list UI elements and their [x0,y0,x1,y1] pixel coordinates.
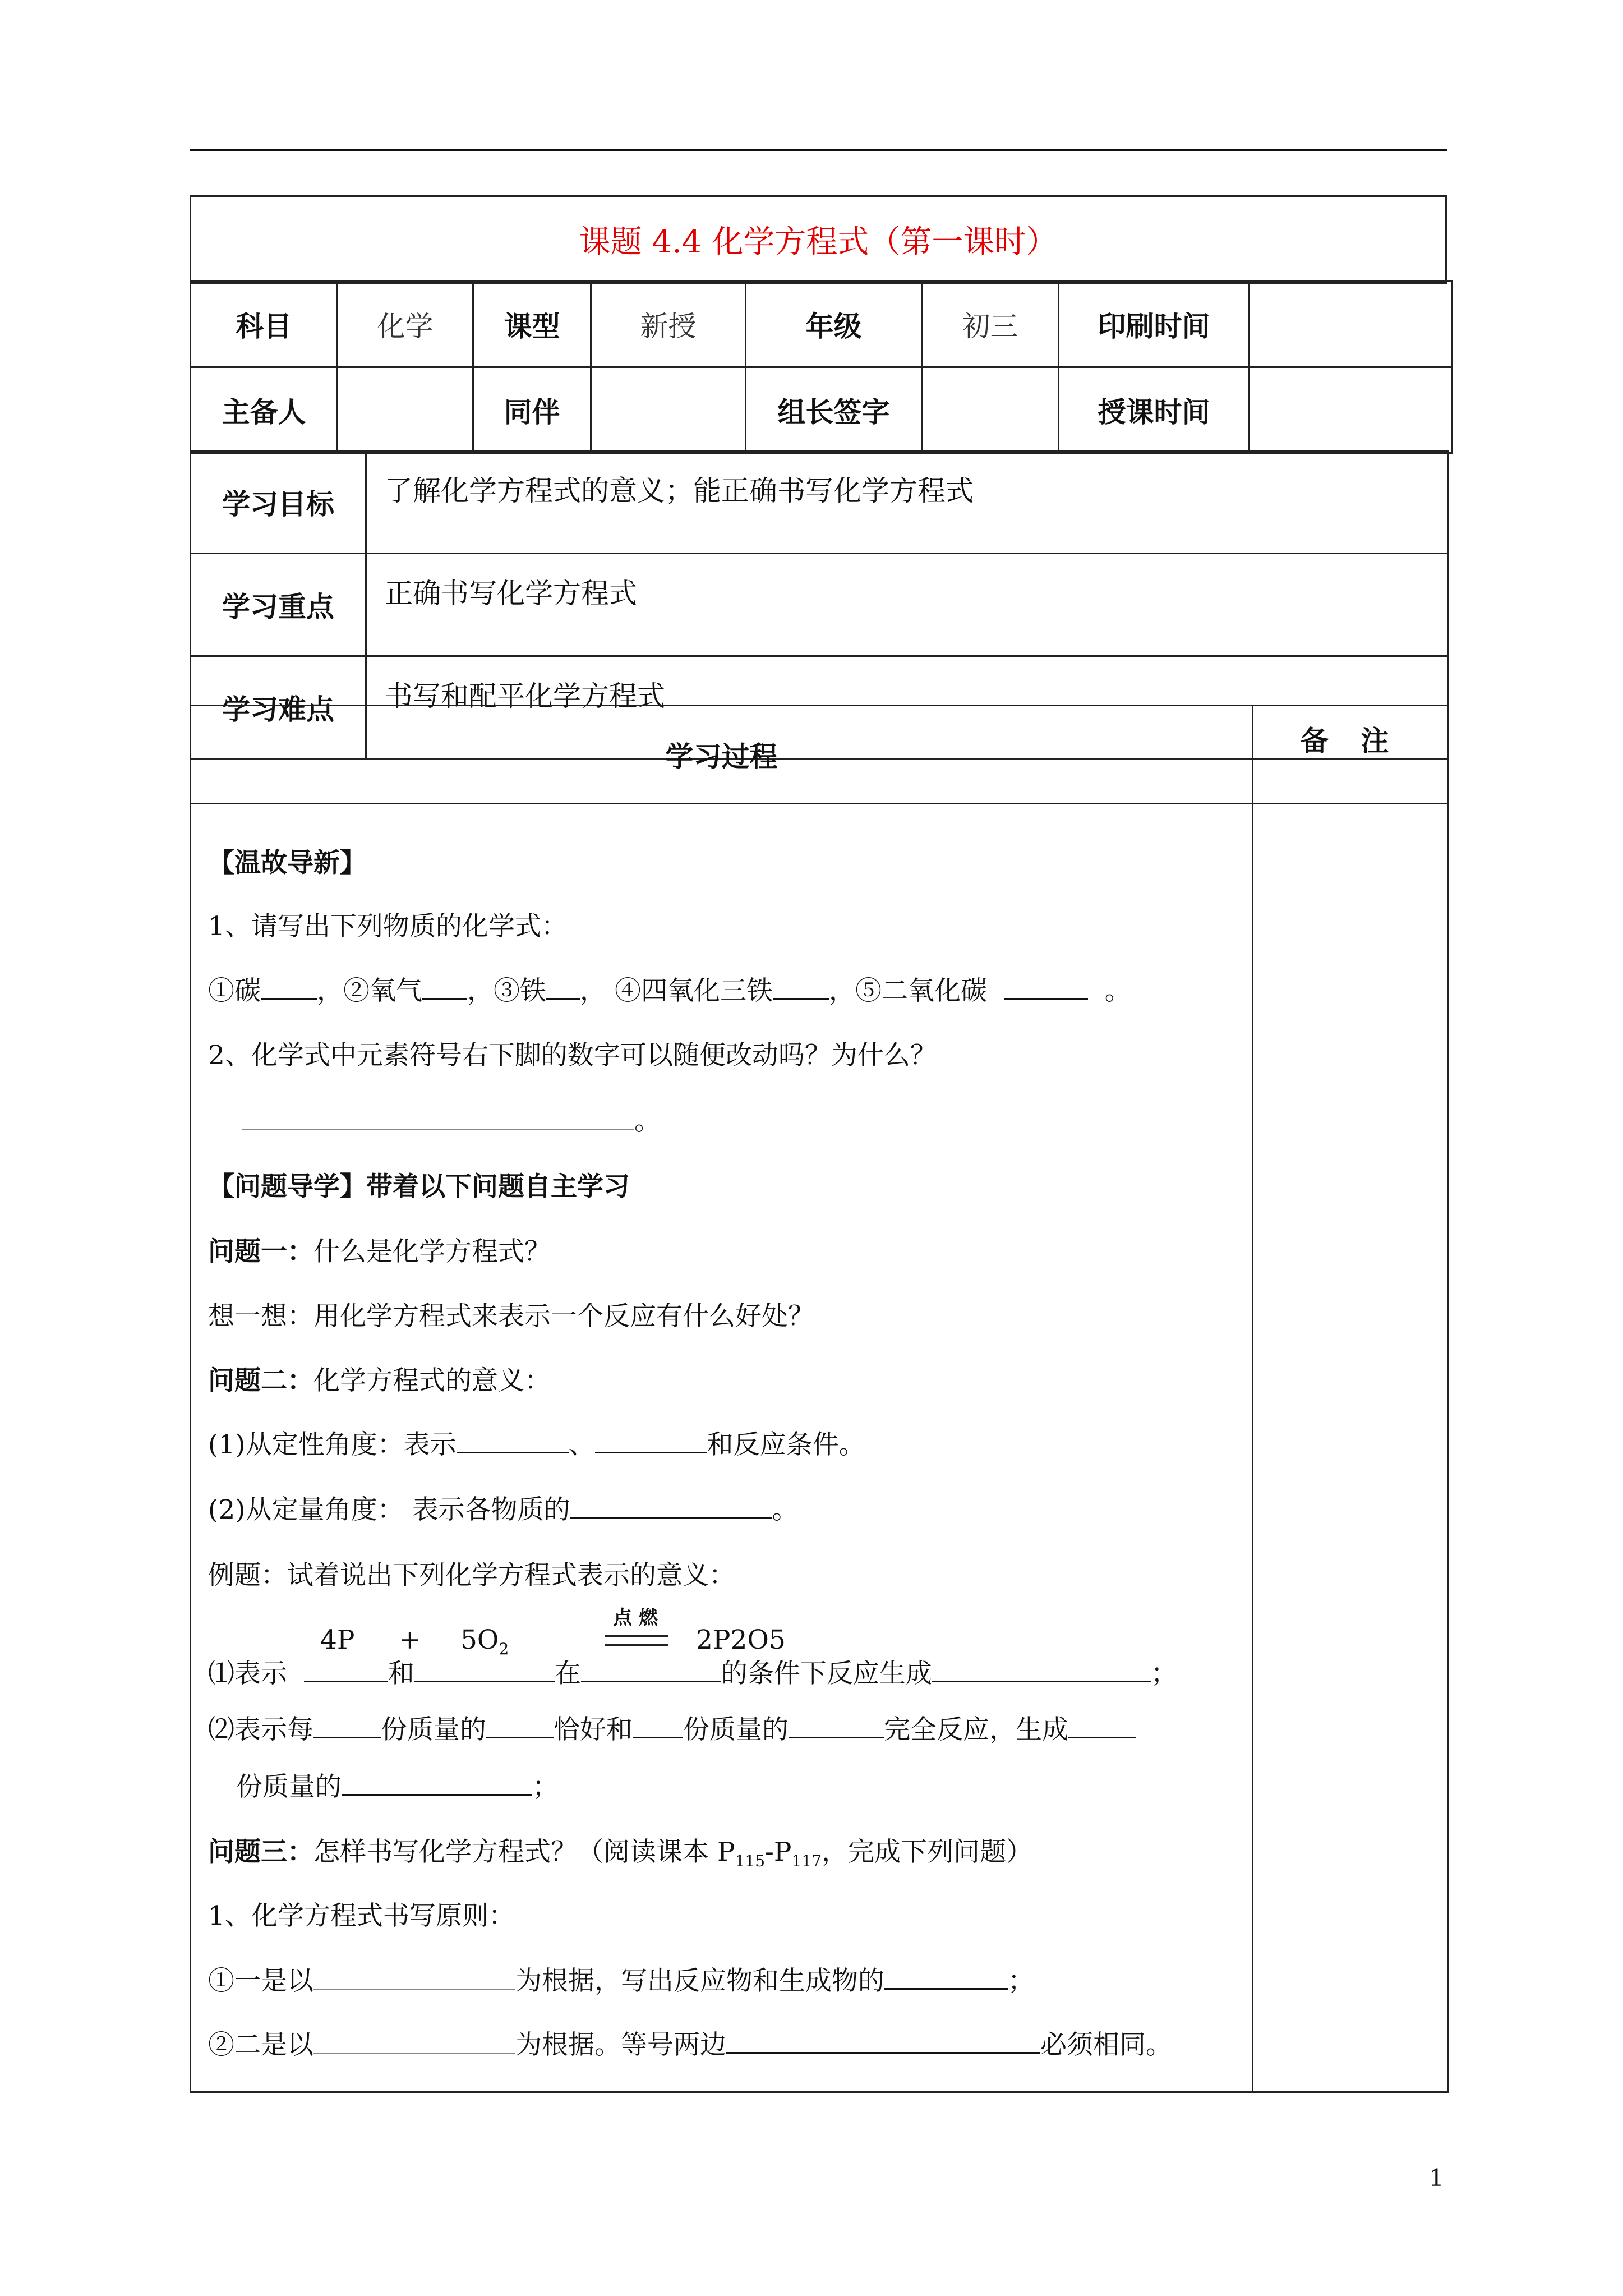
review-title: 【温故导新】 [208,848,366,878]
example-line-1: ⑴表示 和 在 的条件下反应生成 ； [208,1658,1177,1689]
equation-condition: 点 燃 [613,1607,658,1629]
co2-blank[interactable] [1004,976,1088,1000]
example-prompt: 例题：试着说出下列化学方程式表示的意义： [208,1560,735,1591]
question-2-blank[interactable] [242,1106,634,1130]
carbon-blank[interactable] [261,976,317,1000]
difficulty-label: 学习难点 [191,656,366,759]
equation-reactant-o2: $5O_2$ [460,1625,509,1658]
problem-1: 问题一：什么是化学方程式？ [208,1236,551,1267]
notes-column[interactable] [1253,804,1448,2092]
info-row-2 [191,367,1453,453]
lesson-title: 课题 4.4 化学方程式（第一课时） [191,196,1446,283]
example-line-2: ⑵表示每 份质量的 恰好和 份质量的 完全反应，生成 [208,1713,1136,1747]
teach-time-label: 授课时间 [1059,367,1249,453]
info-table [190,280,1453,454]
problem-2: 问题二：化学方程式的意义： [208,1365,551,1396]
title-table [190,195,1447,284]
subject-value: 化学 [338,282,473,367]
teach-time-value[interactable] [1249,367,1453,453]
e1-blank-1[interactable] [304,1658,388,1682]
difficulty-text: 书写和配平化学方程式 [366,656,1448,759]
page-number: 1 [1429,2164,1444,2192]
info-row-1 [191,282,1453,367]
equation-product: 2P2O5 [696,1625,786,1655]
lesson-type-label: 课型 [473,282,591,367]
e2-blank-4[interactable] [789,1714,884,1738]
quantitative-blank[interactable] [570,1494,772,1519]
e1-blank-2[interactable] [414,1658,555,1682]
header-rule [190,149,1447,151]
partner-value[interactable] [591,367,746,453]
grade-label: 年级 [746,282,922,367]
preparer-value[interactable] [338,367,473,453]
rule-2-blank-1[interactable] [313,2030,515,2054]
goal-row [191,451,1448,554]
notes-header: 备 注 [1253,706,1448,804]
key-point-label: 学习重点 [191,554,366,656]
qualitative-blank-2[interactable] [595,1429,707,1453]
rule-1-blank-1[interactable] [313,1966,515,1990]
rule-2-blank-2[interactable] [726,2030,1040,2054]
question-1: 1、请写出下列物质的化学式： [208,911,568,942]
e2-blank-1[interactable] [313,1714,381,1738]
question-2: 2、化学式中元素符号右下脚的数字可以随便改动吗？为什么？ [208,1040,937,1071]
partner-label: 同伴 [473,367,591,453]
rule-2: ②二是以 为根据。等号两边 必须相同。 [208,2030,1172,2060]
iron-blank[interactable] [546,976,580,1000]
oxygen-blank[interactable] [422,976,467,1000]
fe3o4-blank[interactable] [773,976,829,1000]
print-time-value[interactable] [1249,282,1453,367]
question-2-answer: 。 [242,1105,661,1138]
chemical-equation [320,1602,825,1658]
e1-blank-4[interactable] [932,1658,1151,1682]
key-point-text: 正确书写化学方程式 [366,554,1448,656]
key-point-row [191,554,1448,656]
leader-sign-value[interactable] [922,367,1059,453]
rule-1: ①一是以 为根据，写出反应物和生成物的 ； [208,1966,1034,1996]
goal-label: 学习目标 [191,451,366,554]
goal-text: 了解化学方程式的意义；能正确书写化学方程式 [366,451,1448,554]
e1-blank-3[interactable] [581,1658,721,1682]
e2-blank-5[interactable] [1068,1714,1136,1738]
e2-blank-3[interactable] [633,1714,683,1738]
process-table [190,705,1449,2093]
grade-value: 初三 [922,282,1059,367]
leader-sign-label: 组长签字 [746,367,922,453]
rule-1-blank-2[interactable] [884,1966,1008,1990]
process-content [191,804,1253,2092]
subject-label: 科目 [191,282,338,367]
lesson-type-value: 新授 [591,282,746,367]
print-time-label: 印刷时间 [1059,282,1249,367]
meaning-quantitative: (2)从定量角度： 表示各物质的 。 [208,1494,799,1525]
equation-reactant-p: 4P [320,1625,355,1655]
e2-blank-2[interactable] [486,1714,554,1738]
qualitative-blank-1[interactable] [457,1429,569,1453]
e2-blank-6[interactable] [342,1772,532,1796]
equation-plus: + [399,1625,421,1655]
question-1-items: ①碳 ，②氧气 ，③铁 ， ④四氧化三铁 ，⑤二氧化碳 。 [208,976,1131,1006]
example-line-2b: 份质量的 ； [236,1772,559,1802]
equation-equals-sign [605,1635,668,1646]
think-prompt: 想一想：用化学方程式来表示一个反应有什么好处？ [208,1301,814,1332]
preparer-label: 主备人 [191,367,338,453]
rules-title: 1、化学方程式书写原则： [208,1901,515,1931]
meaning-qualitative: (1)从定性角度：表示 、 和反应条件。 [208,1429,865,1460]
guide-title: 【问题导学】带着以下问题自主学习 [208,1171,630,1202]
problem-3: 问题三：怎样书写化学方程式？（阅读课本 $P_{115}-P_{117}$，完成下列问题） [208,1837,1032,1870]
process-header: 学习过程 [191,706,1253,804]
